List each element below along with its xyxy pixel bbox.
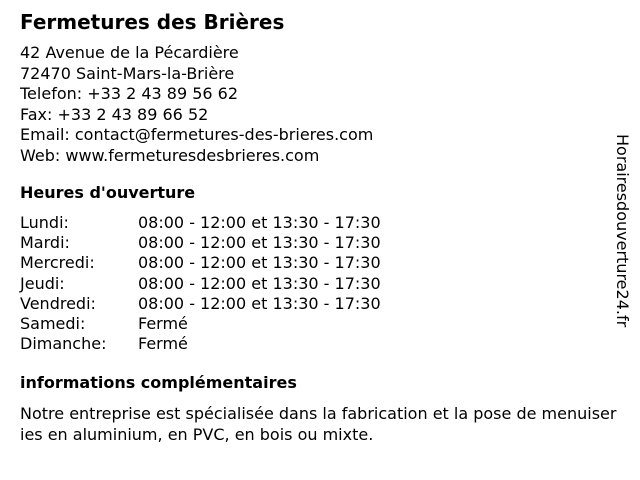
- day-label: Samedi:: [20, 313, 86, 333]
- hours-value: 08:00 - 12:00 et 13:30 - 17:30: [138, 253, 381, 273]
- hours-row-monday: [20, 213, 440, 233]
- day-label: Mardi:: [20, 233, 70, 253]
- fax-number: Fax: +33 2 43 89 66 52: [20, 104, 209, 124]
- opening-hours-table: [20, 213, 440, 354]
- hours-value: 08:00 - 12:00 et 13:30 - 17:30: [138, 293, 381, 313]
- day-label: Mercredi:: [20, 253, 95, 273]
- hours-value: 08:00 - 12:00 et 13:30 - 17:30: [138, 273, 381, 293]
- address-line-1: 42 Avenue de la Pécardière: [20, 43, 239, 62]
- email-address: Email: contact@fermetures-des-brieres.com: [20, 125, 374, 144]
- hours-value: Fermé: [138, 313, 188, 333]
- day-label: Vendredi:: [20, 293, 96, 313]
- day-label: Jeudi:: [20, 273, 65, 293]
- info-heading: informations complémentaires: [20, 373, 297, 392]
- hours-row-tuesday: [20, 233, 440, 253]
- hours-value: 08:00 - 12:00 et 13:30 - 17:30: [138, 233, 381, 253]
- source-watermark: Horairesdouverture24.fr: [613, 134, 632, 328]
- hours-value: 08:00 - 12:00 et 13:30 - 17:30: [138, 213, 381, 232]
- hours-row-sunday: [20, 334, 440, 354]
- hours-value: Fermé: [138, 334, 188, 354]
- day-label: Dimanche:: [20, 334, 107, 354]
- hours-row-saturday: [20, 314, 440, 334]
- info-description: Notre entreprise est spécialisée dans la fabrication et la pose de menuiseries en aluminium, en PVC, en bois ou mixte.: [20, 404, 617, 444]
- business-name: Fermetures des Brières: [20, 10, 285, 34]
- hours-heading: Heures d'ouverture: [20, 183, 196, 202]
- address-line-2: 72470 Saint-Mars-la-Brière: [20, 63, 235, 83]
- hours-row-friday: [20, 294, 440, 314]
- website-address: Web: www.fermeturesdesbrieres.com: [20, 145, 320, 165]
- contact-block: [20, 43, 373, 166]
- phone-number: Telefon: +33 2 43 89 56 62: [20, 84, 239, 103]
- hours-row-wednesday: [20, 253, 440, 273]
- day-label: Lundi:: [20, 213, 69, 232]
- hours-row-thursday: [20, 274, 440, 294]
